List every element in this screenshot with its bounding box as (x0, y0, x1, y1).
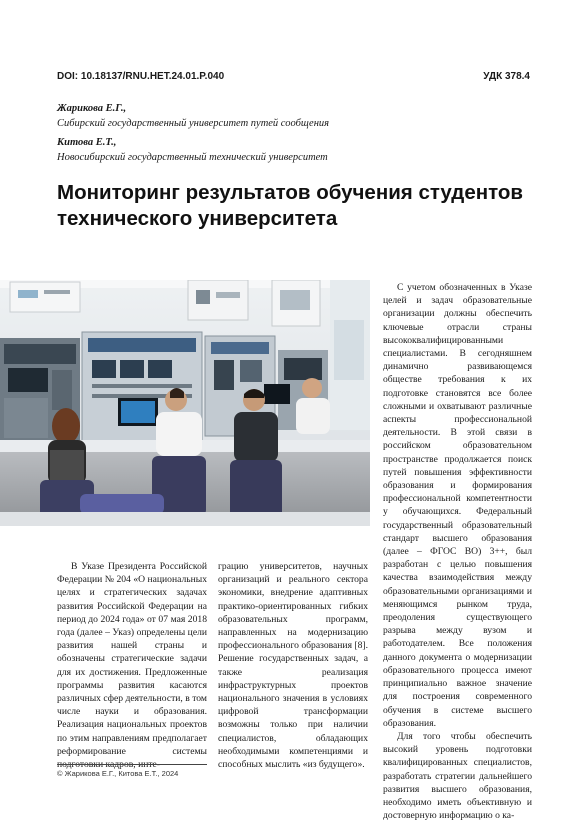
udk-code: УДК 378.4 (483, 71, 530, 82)
paragraph: С учетом обозначенных в Указе целей и задач образовательные организации должны обеспечить ключевые отрасли страны высококвалифицированными специалистами. В сегодняшнем динамично развивающемся обществе требования к их подготовке становятся все более сложными и охватывают различные аспекты профессиональной деятельности. В этой связи в российском образовательном пространстве продолжается поиск путей повышения эффективности образования и формирования профессиональной компетентности у обучающихся. Федеральный государственный образовательный стандарт высшего образования (далее – ФГОС ВО) 3++, был разработан с целью повышения качества взаимодействия между образовательными организациями и меняющимся рынком труда, преодоления существующего разрыва между вузом и работодателем. Все положения данного документа о модернизации образовательного процесса имеют принципиально важное значение для построения современного обучения в системе высшего образования. (383, 282, 532, 729)
text-column-middle (218, 560, 368, 771)
doi: DOI: 10.18137/RNU.HET.24.01.P.040 (57, 71, 225, 82)
paragraph: Для того чтобы обеспечить высокий уровень подготовки квалифицированных специалистов, разработать стратегии дальнейшего развития высшего образования, необходимо иметь объективную и достоверную информацию о ка- (383, 730, 532, 822)
author-name-2: Китова Е.Т., (57, 137, 117, 148)
copyright-footnote: © Жарикова Е.Г., Китова Е.Т., 2024 (57, 769, 179, 778)
text-column-right (383, 281, 532, 822)
author-affiliation-1: Сибирский государственный университет путей сообщения (57, 118, 330, 129)
author-name-1: Жарикова Е.Г., (57, 103, 127, 114)
text-column-left (57, 560, 207, 771)
author-affiliation-2: Новосибирский государственный технический университет (57, 152, 328, 163)
paragraph: грацию университетов, научных организаций и реального сектора экономики, внедрение адаптивных практико-ориентированных гибких образовательных программ, направленных на модернизацию профессионального образования [8]. Решение государственных задач, а также реализация инфраструктурных проектов национального значения в условиях цифровой трансформации возможны только при наличии специалистов, обладающих необходимыми компетенциями и способных мыслить «из будущего». (218, 561, 368, 771)
footnote-divider (57, 764, 207, 765)
paragraph: В Указе Президента Российской Федерации № 204 «О национальных целях и стратегических задачах развития Российской Федерации на период до 2024 года» от 07 мая 2018 года (далее – Указ) определены цели развития нашей страны и обозначены стратегические задачи для их достижения. Предложенные программы развития касаются различных сфер деятельности, в том числе науки и образования. Реализация национальных проектов по этим направлениям предполагает реформирование системы подготовки кадров, инте- (57, 561, 207, 771)
lab-photo (0, 280, 370, 526)
article-title: Мониторинг результатов обучения студентов технического университета (57, 181, 523, 230)
